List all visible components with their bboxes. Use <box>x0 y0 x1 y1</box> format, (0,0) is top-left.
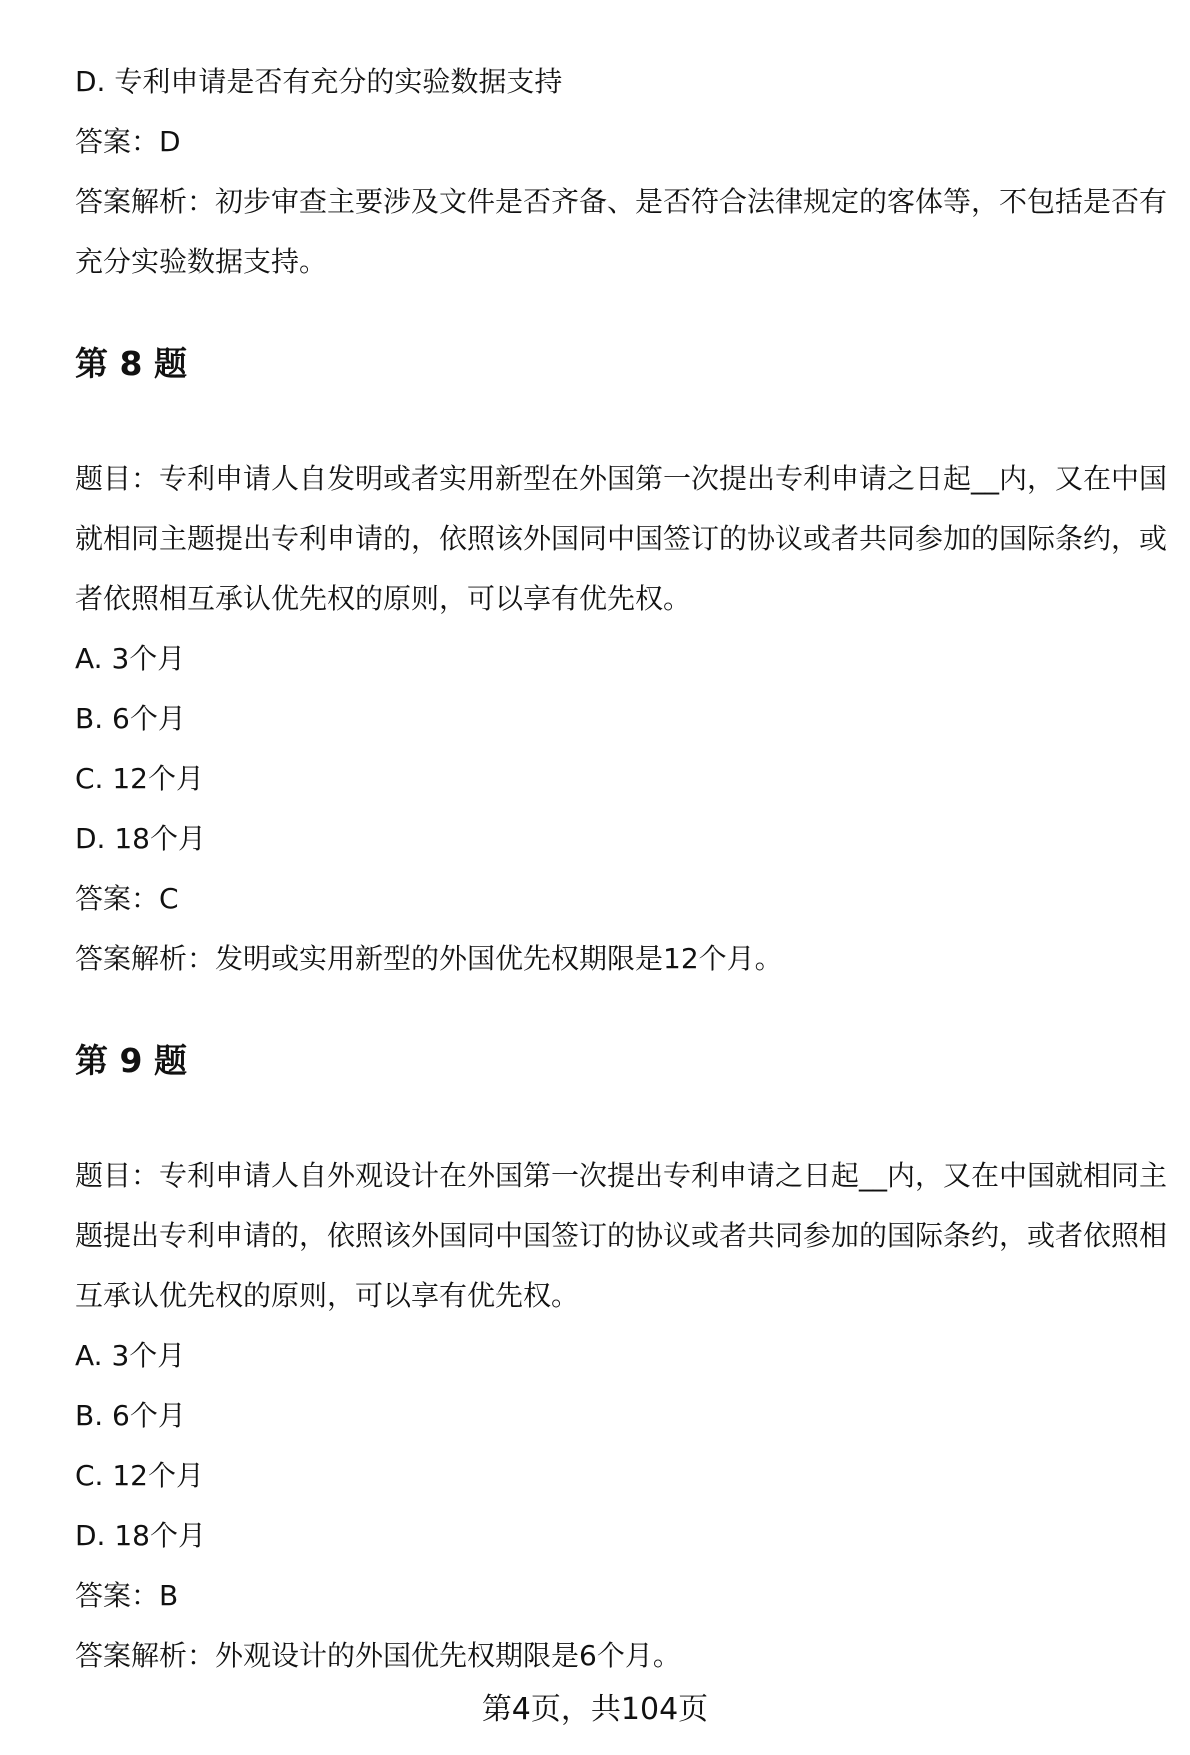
q8-answer: 答案：C <box>75 882 179 915</box>
q7-option-d: D. 专利申请是否有充分的实验数据支持 <box>75 65 563 98</box>
q9-question: 题目：专利申请人自外观设计在外国第一次提出专利申请之日起__内，又在中国就相同主题提出专利申请的，依照该外国同中国签订的协议或者共同参加的国际条约，或者依照相互承认优先权的原则，可以享有优先权。 <box>75 1159 1168 1312</box>
q9-analysis: 答案解析：外观设计的外国优先权期限是6个月。 <box>75 1639 681 1672</box>
q7-answer: 答案：D <box>75 125 181 158</box>
q9-option-a: A. 3个月 <box>75 1339 186 1372</box>
q8-analysis: 答案解析：发明或实用新型的外国优先权期限是12个月。 <box>75 942 783 975</box>
page-content <box>75 52 1175 1686</box>
q8-option-b: B. 6个月 <box>75 702 186 735</box>
q9-option-c: C. 12个月 <box>75 1459 204 1492</box>
q9-option-d: D. 18个月 <box>75 1519 206 1552</box>
q8-heading: 第 8 题 <box>75 344 187 383</box>
q8-option-c: C. 12个月 <box>75 762 204 795</box>
q9-option-b: B. 6个月 <box>75 1399 186 1432</box>
q9-heading: 第 9 题 <box>75 1041 187 1080</box>
page-number: 第4页，共104页 <box>481 1692 709 1727</box>
q8-question: 题目：专利申请人自发明或者实用新型在外国第一次提出专利申请之日起__内，又在中国就相同主题提出专利申请的，依照该外国同中国签订的协议或者共同参加的国际条约，或者依照相互承认优先权的原则，可以享有优先权。 <box>75 462 1168 615</box>
q8-option-d: D. 18个月 <box>75 822 206 855</box>
q7-analysis: 答案解析：初步审查主要涉及文件是否齐备、是否符合法律规定的客体等，不包括是否有充分实验数据支持。 <box>75 185 1168 278</box>
q9-answer: 答案：B <box>75 1579 179 1612</box>
q8-option-a: A. 3个月 <box>75 642 186 675</box>
